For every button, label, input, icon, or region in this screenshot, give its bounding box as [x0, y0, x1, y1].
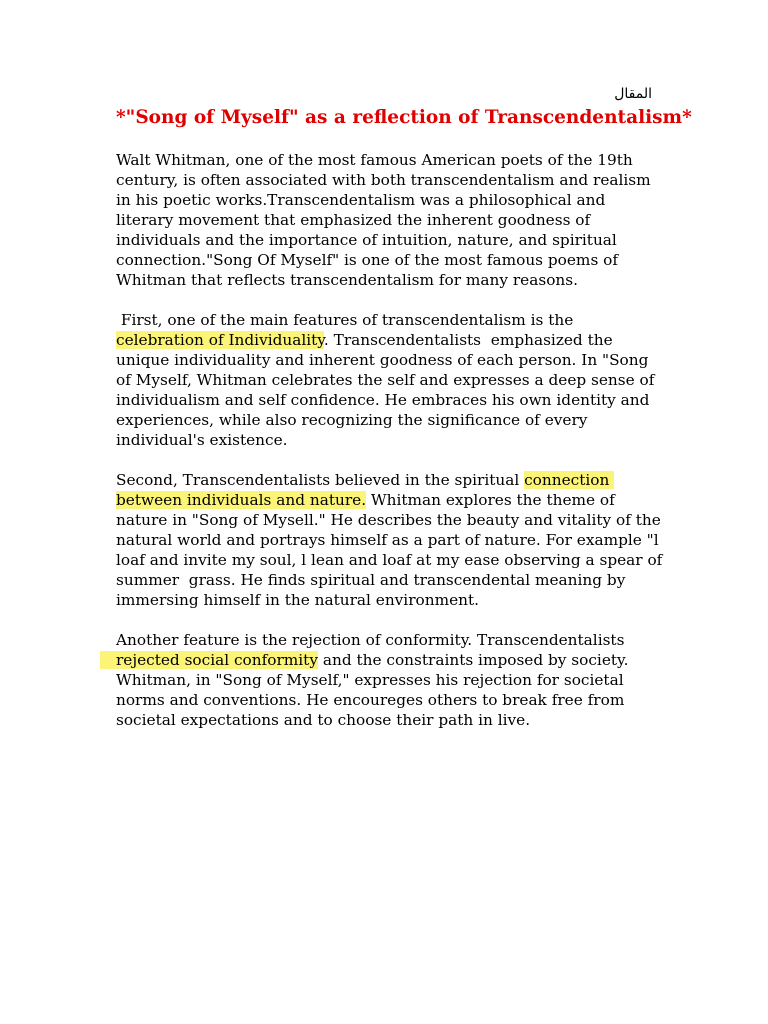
text-segment: . Transcendentalists emphasized the [323, 331, 613, 349]
paragraph-individuality [116, 310, 676, 450]
highlighted-text: rejected social conformity [100, 651, 318, 669]
text-line: Whitman that reflects transcendentalism for many reasons. [116, 271, 578, 289]
text-line: unique individuality and inherent goodness of each person. In "Song [116, 351, 649, 369]
text-line: individual's existence. [116, 431, 288, 449]
document-body [116, 150, 676, 750]
text-line: societal expectations and to choose their path in live. [116, 711, 531, 729]
text-line [116, 330, 676, 350]
text-line: norms and conventions. He encoureges others to break free from [116, 691, 625, 709]
highlighted-text: celebration of Individuality [116, 331, 324, 349]
text-line: individualism and self confidence. He embraces his own identity and [116, 391, 650, 409]
text-line: individuals and the importance of intuition, nature, and spiritual [116, 231, 617, 249]
text-line: natural world and portrays himself as a part of nature. For example "l [116, 531, 659, 549]
paragraph-nature [116, 470, 676, 610]
text-line: experiences, while also recognizing the significance of every [116, 411, 588, 429]
text-line: Walt Whitman, one of the most famous American poets of the 19th [116, 151, 633, 169]
highlighted-text: connection [524, 471, 615, 489]
text-line: summer grass. He finds spiritual and transcendental meaning by [116, 571, 626, 589]
text-line: nature in "Song of Mysell." He describes the beauty and vitality of the [116, 511, 661, 529]
text-line: immersing himself in the natural environment. [116, 591, 479, 609]
text-line: of Myself, Whitman celebrates the self and expresses a deep sense of [116, 371, 655, 389]
text-line: literary movement that emphasized the inherent goodness of [116, 211, 591, 229]
text-line: in his poetic works.Transcendentalism was a philosophical and [116, 191, 606, 209]
text-line: First, one of the main features of transcendentalism is the [116, 311, 574, 329]
highlighted-text: between individuals and nature. [116, 491, 367, 509]
text-segment: and the constraints imposed by society. [317, 651, 629, 669]
text-line [116, 490, 676, 510]
paragraph-conformity [116, 630, 676, 730]
text-line: connection."Song Of Myself" is one of the most famous poems of [116, 251, 619, 269]
text-line: Whitman, in "Song of Myself," expresses his rejection for societal [116, 671, 624, 689]
paragraph-intro [116, 150, 676, 290]
text-line [116, 650, 676, 670]
text-line: century, is often associated with both transcendentalism and realism [116, 171, 651, 189]
text-line: loaf and invite my soul, l lean and loaf at my ease observing a spear of [116, 551, 663, 569]
document-title: *"Song of Myself" as a reflection of Transcendentalism* [116, 107, 692, 128]
text-segment: Whitman explores the theme of [366, 491, 615, 509]
text-segment: Second, Transcendentalists believed in the spiritual [116, 471, 525, 489]
text-line [116, 470, 676, 490]
arabic-label: المقال [614, 86, 652, 102]
text-line: Another feature is the rejection of conformity. Transcendentalists [116, 631, 625, 649]
